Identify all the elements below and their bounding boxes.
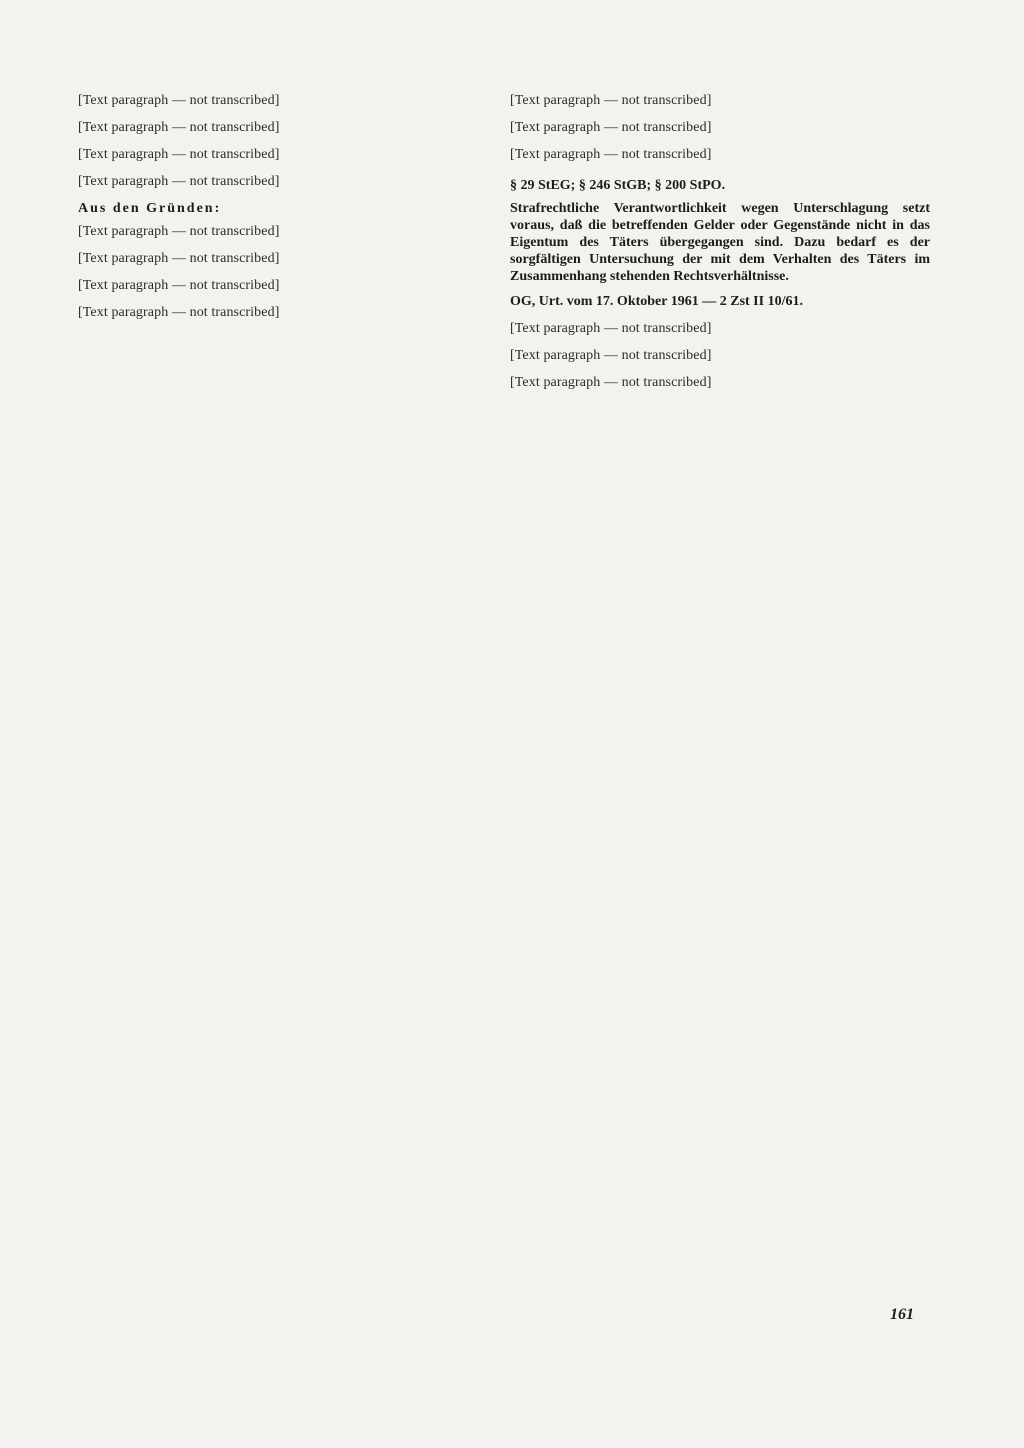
court-reference: OG, Urt. vom 17. Oktober 1961 — 2 Zst II 10/61. <box>510 294 803 309</box>
left-paragraphs-before <box>78 92 498 190</box>
headnote: Strafrechtliche Verantwortlichkeit wegen Unterschlagung setzt voraus, daß die betreffenden Gelder oder Gegenstände nicht in das Eigentum des Täters übergegangen sind. Dazu bedarf es der sorgfältigen Untersuchung der mit dem Verhalten des Täters im Zusammenhang stehenden Rechtsverhältnisse. <box>510 201 930 284</box>
section-heading: Aus den Gründen: <box>78 201 222 216</box>
right-paragraph: [Text paragraph — not transcribed] <box>510 348 712 363</box>
left-paragraph: [Text paragraph — not transcribed] <box>78 224 280 239</box>
left-paragraph: [Text paragraph — not transcribed] <box>78 147 280 162</box>
page-number: 161 <box>890 1306 914 1323</box>
right-paragraph: [Text paragraph — not transcribed] <box>510 93 712 108</box>
left-paragraph: [Text paragraph — not transcribed] <box>78 251 280 266</box>
right-paragraph: [Text paragraph — not transcribed] <box>510 147 712 162</box>
right-paragraph: [Text paragraph — not transcribed] <box>510 375 712 390</box>
left-paragraph: [Text paragraph — not transcribed] <box>78 174 280 189</box>
right-paragraphs-before <box>510 92 930 163</box>
left-column <box>78 92 498 331</box>
statute-citation: § 29 StEG; § 246 StGB; § 200 StPO. <box>510 178 726 193</box>
right-paragraphs-after <box>510 320 930 391</box>
right-column <box>510 92 930 401</box>
left-paragraph: [Text paragraph — not transcribed] <box>78 93 280 108</box>
left-paragraph: [Text paragraph — not transcribed] <box>78 278 280 293</box>
left-paragraphs-after <box>78 223 498 321</box>
left-paragraph: [Text paragraph — not transcribed] <box>78 120 280 135</box>
left-paragraph: [Text paragraph — not transcribed] <box>78 305 280 320</box>
right-paragraph: [Text paragraph — not transcribed] <box>510 120 712 135</box>
right-paragraph: [Text paragraph — not transcribed] <box>510 321 712 336</box>
